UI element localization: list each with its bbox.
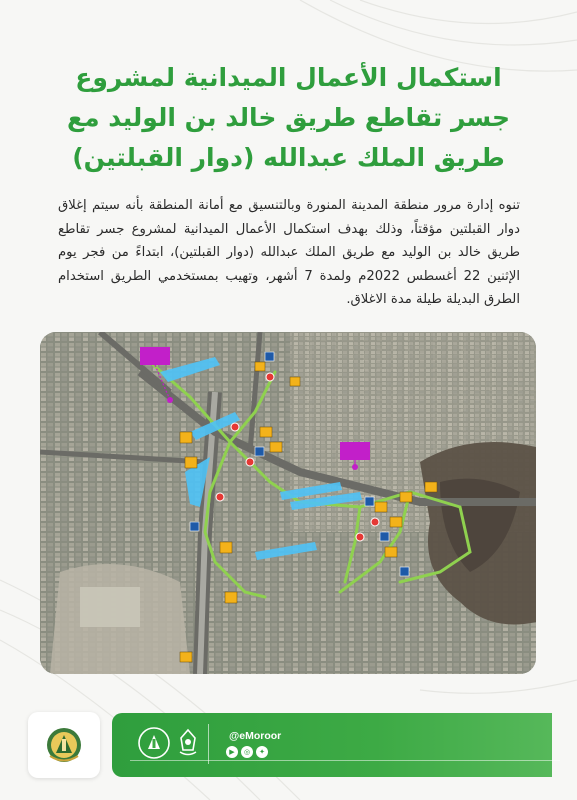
announcement-title: [40, 58, 537, 178]
satellite-map-image: [40, 332, 536, 674]
title-line-2: جسر تقاطع طريق خالد بن الوليد مع: [67, 103, 510, 132]
instagram-icon[interactable]: ◎: [241, 746, 253, 758]
twitter-icon[interactable]: ✦: [256, 746, 268, 758]
moi-emblem-icon: [171, 726, 205, 760]
police-emblem-card: [28, 712, 100, 778]
social-handle[interactable]: @eMoroor: [229, 730, 282, 742]
police-emblem-icon: [42, 723, 86, 767]
title-line-3: طريق الملك عبدالله (دوار القبلتين): [72, 143, 505, 172]
announcement-body: تنوه إدارة مرور منطقة المدينة المنورة وبالتنسيق مع أمانة المنطقة بأنه سيتم إغلاق دوار القبلتين مؤقتاً، وذلك بهدف استكمال الأعمال الميدانية لمشروع جسر تقاطع طريق خالد بن الوليد مع طريق الملك عبدالله (دوار القبلتين)، ابتداءً من فجر يوم الإثنين 22 أغسطس 2022م ولمدة 7 أشهر، وتهيب بمستخدمي الطريق استخدام الطرق البديلة طيلة مدة الاغلاق.: [58, 198, 521, 307]
social-icons: [226, 746, 268, 758]
title-line-1: استكمال الأعمال الميدانية لمشروع: [75, 63, 502, 92]
footer-divider: [208, 724, 209, 764]
youtube-icon[interactable]: ▶: [226, 746, 238, 758]
closure-map: [40, 332, 536, 674]
footer-rule: [130, 760, 560, 761]
ministry-seal-icon: [137, 726, 171, 760]
